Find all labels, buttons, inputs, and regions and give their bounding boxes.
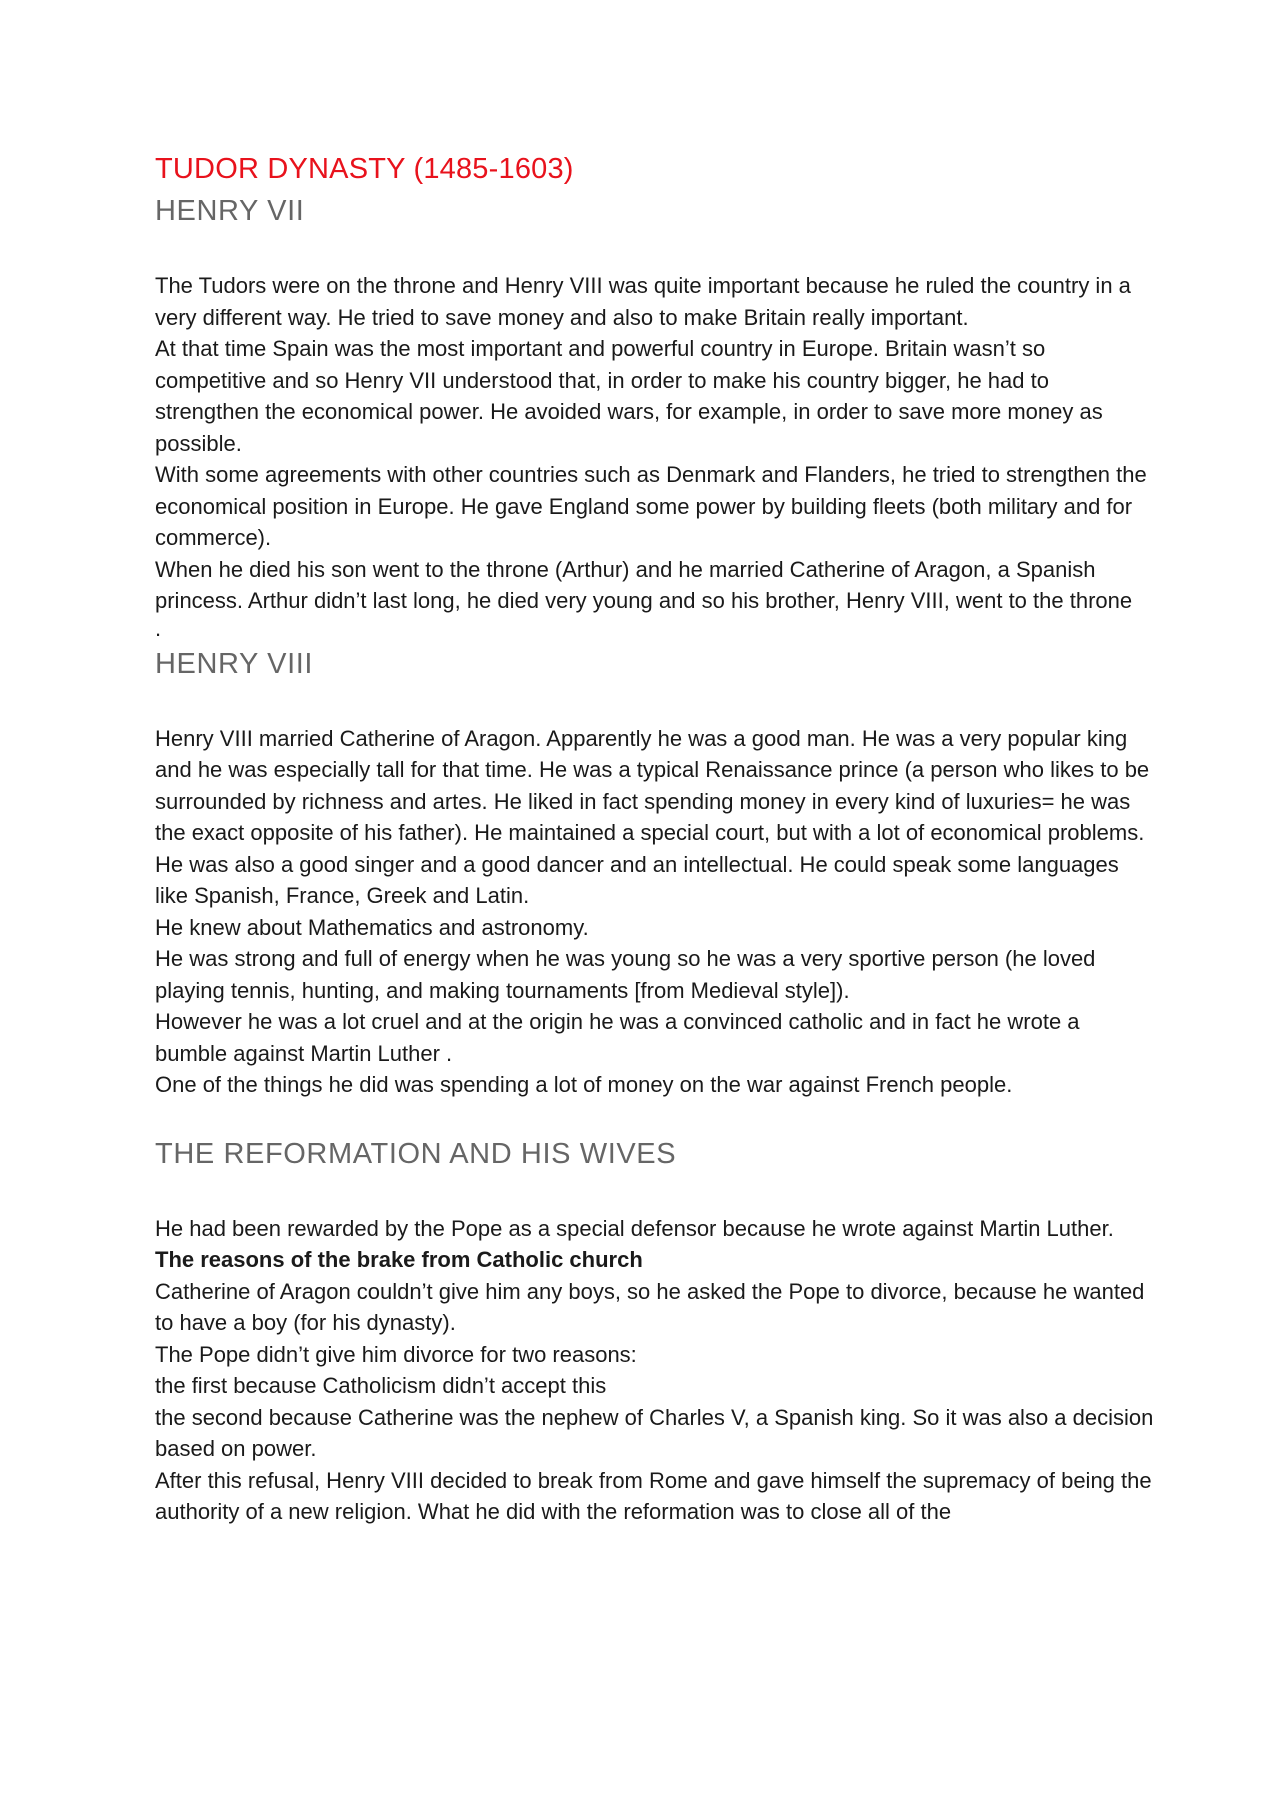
section-heading-henry-viii: HENRY VIII — [155, 647, 314, 680]
document-page — [155, 150, 1155, 1528]
paragraph: The Tudors were on the throne and Henry VIII was quite important because he ruled the country in a very different way. He tried to save money and also to make Britain really important. — [155, 273, 1131, 330]
subheading: The reasons of the brake from Catholic church — [155, 1247, 643, 1272]
section-body-henry-vii — [155, 270, 1155, 641]
paragraph: Henry VIII married Catherine of Aragon. Apparently he was a good man. He was a very popular king and he was especially tall for that time. He was a typical Renaissance prince (a person who likes to be surrounded by richness and artes. He liked in fact spending money in every kind of luxuries= he was the exact opposite of his father). He maintained a special court, but with a lot of economical problems. — [155, 725, 1150, 845]
paragraph: The Pope didn’t give him divorce for two reasons: — [155, 1341, 637, 1367]
section-body-reformation — [155, 1213, 1155, 1528]
paragraph: One of the things he did was spending a lot of money on the war against French people. — [155, 1072, 1013, 1097]
paragraph: the second because Catherine was the nephew of Charles V, a Spanish king. So it was also a decision based on power. — [155, 1404, 1154, 1461]
trailing-mark: . — [155, 615, 162, 641]
paragraph: He was also a good singer and a good dancer and an intellectual. He could speak some languages like Spanish, France, Greek and Latin. — [155, 851, 1119, 908]
section-heading-reformation: THE REFORMATION AND HIS WIVES — [155, 1137, 677, 1170]
paragraph: When he died his son went to the throne (Arthur) and he married Catherine of Aragon, a Spanish princess. Arthur didn’t last long, he died very young and so his brother, Henry VIII, went to the throne — [155, 556, 1133, 613]
section-heading-henry-vii: HENRY VII — [155, 195, 305, 227]
section-body-henry-viii — [155, 723, 1155, 1101]
paragraph: With some agreements with other countries such as Denmark and Flanders, he tried to strengthen the economical position in Europe. He gave England some power by building fleets (both military and for commerce). — [155, 462, 1147, 550]
paragraph: He was strong and full of energy when he was young so he was a very sportive person (he loved playing tennis, hunting, and making tournaments [from Medieval style]). — [155, 946, 1096, 1003]
paragraph: At that time Spain was the most important and powerful country in Europe. Britain wasn’t so competitive and so Henry VII understood that, in order to make his country bigger, he had to strengthen the economical power. He avoided wars, for example, in order to save more money as possible. — [155, 336, 1103, 456]
paragraph: the first because Catholicism didn’t accept this — [155, 1373, 607, 1398]
paragraph: After this refusal, Henry VIII decided to break from Rome and gave himself the supremacy of being the authority of a new religion. What he did with the reformation was to close all of the — [155, 1467, 1152, 1524]
paragraph: However he was a lot cruel and at the origin he was a convinced catholic and in fact he wrote a bumble against Martin Luther . — [155, 1009, 1080, 1066]
paragraph: He had been rewarded by the Pope as a special defensor because he wrote against Martin Luther. — [155, 1215, 1114, 1241]
paragraph: Catherine of Aragon couldn’t give him any boys, so he asked the Pope to divorce, because he wanted to have a boy (for his dynasty). — [155, 1278, 1145, 1335]
document-title: TUDOR DYNASTY (1485-1603) — [155, 153, 574, 185]
paragraph: He knew about Mathematics and astronomy. — [155, 914, 589, 940]
